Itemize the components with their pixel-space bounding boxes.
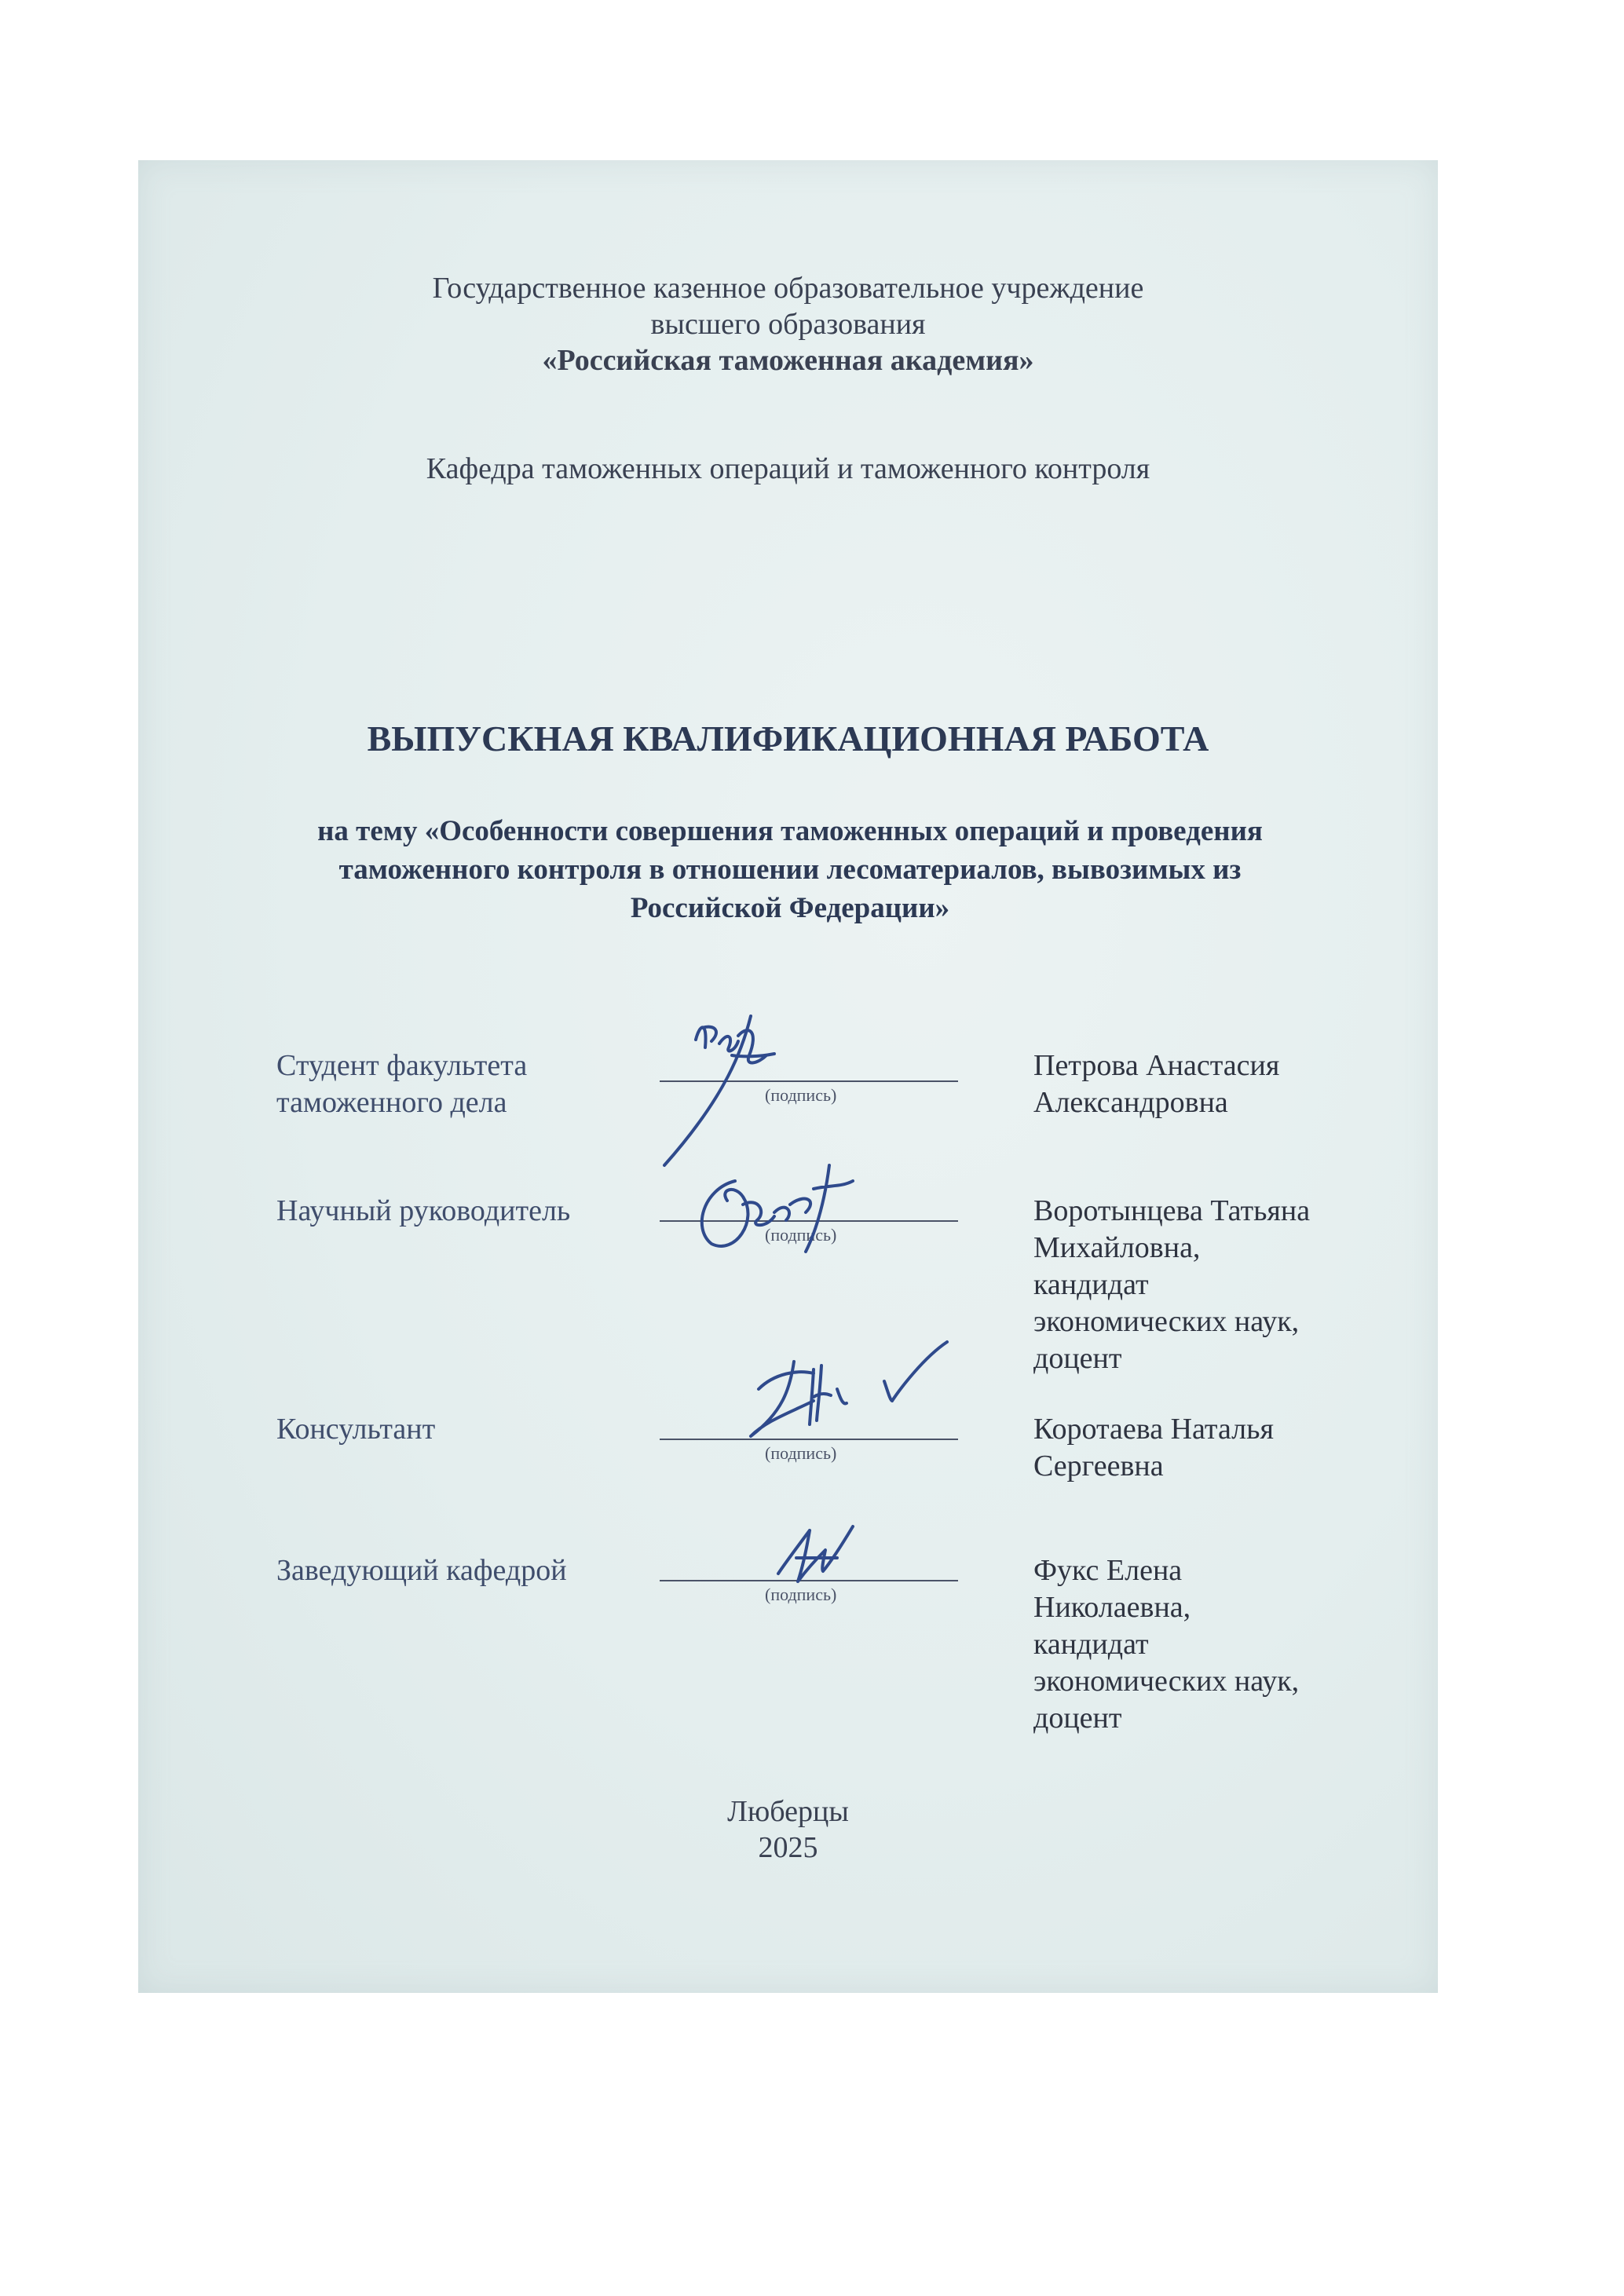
person-name [1033,1552,1363,1737]
person-line: Сергеевна [1033,1450,1164,1483]
signature-caption: (подпись) [765,1225,837,1245]
signature-caption: (подпись) [765,1085,837,1105]
role-label [276,1411,435,1448]
supervisor-signature [688,1157,892,1267]
person-line: доцент [1033,1702,1122,1735]
person-line: Фукс Елена [1033,1554,1183,1587]
consultant-signature [735,1326,955,1452]
place-and-year [138,1793,1438,1866]
role-line: таможенного дела [276,1086,507,1119]
document-title: ВЫПУСКНАЯ КВАЛИФИКАЦИОННАЯ РАБОТА [367,718,1209,759]
role-label [276,1047,527,1121]
signature-row-head [138,1538,1438,1774]
signature-caption: (подпись) [765,1443,837,1463]
person-line: Петрова Анастасия [1033,1049,1280,1082]
person-line: кандидат [1033,1628,1149,1661]
topic-line-1: на тему «Особенности совершения таможенных операций и проведения [317,815,1263,847]
thesis-topic [280,812,1300,927]
topic-line-2: таможенного контроля в отношении лесоматериалов, вывозимых из [338,854,1242,886]
role-line: Студент факультета [276,1049,528,1082]
person-line: экономических наук, [1033,1305,1300,1338]
person-line: Воротынцева Татьяна [1033,1194,1311,1227]
person-line: доцент [1033,1342,1122,1375]
person-name [1033,1193,1363,1377]
institution-line-2: высшего образования [650,308,926,341]
document-photo [138,160,1438,1993]
head-signature [766,1515,892,1601]
role-label [276,1552,567,1589]
person-name [1033,1411,1363,1485]
topic-line-3: Российской Федерации» [630,892,950,924]
person-line: Александровна [1033,1086,1228,1119]
role-line: Консультант [276,1413,436,1446]
person-line: Николаевна, [1033,1591,1191,1624]
city: Люберцы [727,1795,849,1828]
role-line: Научный руководитель [276,1194,571,1227]
institution-name: «Российская таможенная академия» [542,344,1034,377]
person-name [1033,1047,1363,1121]
institution-line-1: Государственное казенное образовательное учреждение [432,272,1144,305]
person-line: экономических наук, [1033,1665,1300,1698]
person-line: Михайловна, [1033,1231,1201,1264]
institution-header [138,270,1438,378]
role-line: Заведующий кафедрой [276,1554,567,1587]
person-line: кандидат [1033,1268,1149,1301]
department-name: Кафедра таможенных операций и таможенного контроля [426,452,1150,485]
year: 2025 [758,1831,818,1864]
signature-caption: (подпись) [765,1585,837,1604]
role-label [276,1193,570,1230]
person-line: Коротаева Наталья [1033,1413,1274,1446]
